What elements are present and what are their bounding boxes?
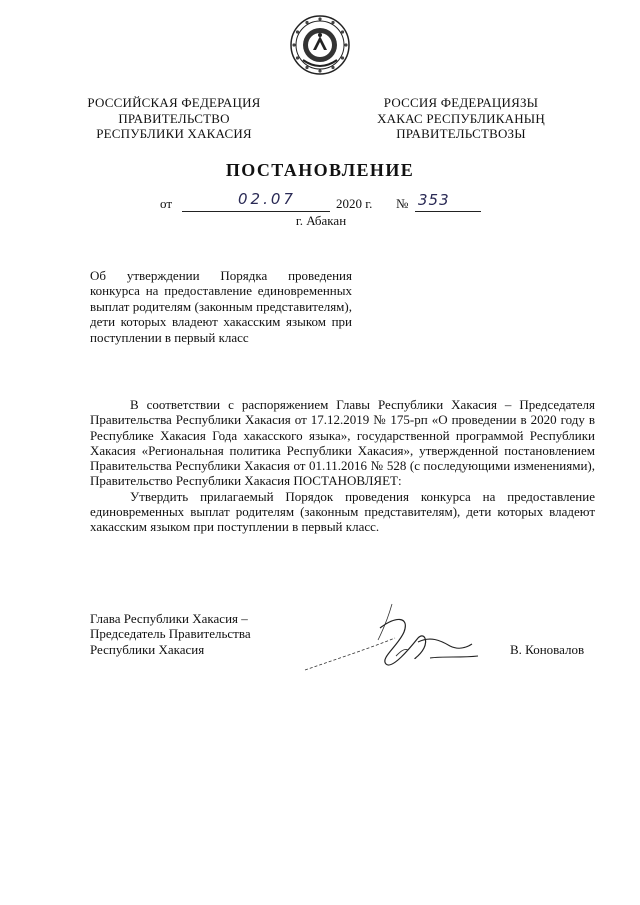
document-body: [90, 397, 595, 535]
signatory-position-line: Республики Хакасия: [90, 641, 205, 657]
header-line: ПРАВИТЕЛЬСТВОЗЫ: [396, 126, 526, 141]
header-line: РОССИЙСКАЯ ФЕДЕРАЦИЯ: [87, 95, 261, 110]
handwritten-number: 353: [418, 191, 450, 209]
header-line: ХАКАС РЕСПУБЛИКАНЫҢ: [377, 110, 545, 126]
republic-of-khakassia-coat-of-arms-icon: [289, 14, 351, 76]
document-title: ПОСТАНОВЛЕНИЕ: [225, 160, 415, 180]
header-khakas: [356, 95, 566, 142]
handwritten-signature: [300, 598, 505, 678]
body-paragraph: В соответствии с распоряжением Главы Республики Хакасия – Председателя Правительства Республики Хакасия от 17.12.2019 № 175-рп «О проведении в 2020 году в Республике Хакасия Года хакасского языка», государственной программой Республики Хакасия «Региональная политика Республики Хакасия», утвержденной постановлением Правительства Республики Хакасия от 01.11.2016 № 528 (с последующими изменениями), Правительство Республики Хакасия ПОСТАНОВЛЯЕТ:: [90, 397, 595, 489]
header-line: РОССИЯ ФЕДЕРАЦИЯЗЫ: [383, 95, 539, 110]
date-underline: [182, 211, 330, 212]
body-paragraph: Утвердить прилагаемый Порядок проведения конкурса на предоставление единовременных выплат родителям (законным представителям), дети которых владеют хакасским языком при поступлении в первый класс.: [90, 488, 595, 535]
coat-of-arms-emblem: [289, 14, 351, 76]
city: г. Абакан: [295, 213, 347, 228]
signatory-position: [90, 611, 251, 657]
date-year: 2020 г.: [336, 196, 373, 211]
signatory-position-line: Глава Республики Хакасия –: [90, 611, 248, 626]
number-underline: [415, 211, 481, 212]
header-line: РЕСПУБЛИКИ ХАКАСИЯ: [96, 126, 252, 141]
number-sign: №: [396, 196, 409, 211]
signatory-name: В. Коновалов: [510, 642, 585, 657]
signatory-position-line: Председатель Правительства: [90, 626, 251, 642]
document-subject: Об утверждении Порядка проведения конкурса на предоставление единовременных выплат родителям (законным представителям), дети которых владеют хакасским языком при поступлении в первый класс: [90, 268, 352, 345]
handwritten-date: 02.07: [238, 190, 296, 208]
header-line: ПРАВИТЕЛЬСТВО: [118, 110, 230, 126]
date-prefix: от: [160, 196, 173, 211]
header-russian: [74, 95, 274, 142]
